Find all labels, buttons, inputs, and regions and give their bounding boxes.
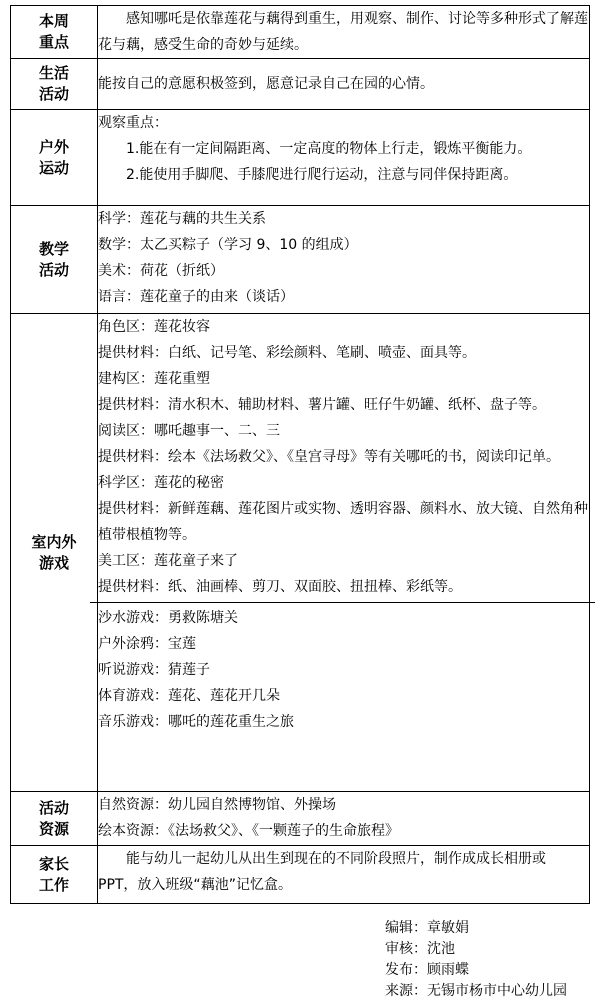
teaching-item: 数学：太乙买粽子（学习 9、10 的组成） bbox=[98, 237, 358, 253]
row-outdoor bbox=[11, 110, 590, 206]
indoor-game-item: 科学区：莲花的秘密 bbox=[98, 475, 224, 491]
outdoor-game-item: 体育游戏：莲花、莲花开几朵 bbox=[98, 688, 280, 704]
row-resources bbox=[11, 792, 590, 846]
teaching-item: 语言：莲花童子的由来（谈话） bbox=[98, 289, 294, 305]
outdoor-game-item: 音乐游戏：哪吒的莲花重生之旅 bbox=[98, 714, 294, 730]
indoor-game-item: 提供材料：纸、油画棒、剪刀、双面胶、扭扭棒、彩纸等。 bbox=[98, 579, 462, 595]
label-outdoor: 户外 运动 bbox=[11, 110, 98, 206]
indoor-game-item: 提供材料：白纸、记号笔、彩绘颜料、笔刷、喷壶、面具等。 bbox=[98, 345, 476, 361]
label-games: 室内外 游戏 bbox=[11, 314, 98, 792]
label-life: 生活 活动 bbox=[11, 59, 98, 110]
content-life bbox=[98, 59, 590, 110]
row-teaching bbox=[11, 206, 590, 314]
outdoor-game-item: 沙水游戏：勇救陈塘关 bbox=[98, 610, 238, 626]
content-games bbox=[98, 314, 590, 792]
outdoor-games-section bbox=[90, 602, 595, 735]
teaching-item: 科学：莲花与藕的共生关系 bbox=[98, 211, 266, 227]
row-parents bbox=[11, 846, 590, 904]
row-focus bbox=[11, 6, 590, 59]
teaching-item: 美术：荷花（折纸） bbox=[98, 263, 224, 279]
indoor-game-item: 提供材料：绘本《法场救父》、《皇宫寻母》等有关哪吒的书，阅读印记单。 bbox=[98, 449, 560, 465]
row-games bbox=[11, 314, 590, 792]
label-resources: 活动 资源 bbox=[11, 792, 98, 846]
credit-editor: 编辑：章敏娟 bbox=[385, 920, 469, 936]
outdoor-game-item: 户外涂鸦：宝莲 bbox=[98, 636, 196, 652]
parents-text: 能与幼儿一起幼儿从出生到现在的不同阶段照片，制作成成长相册或 PPT，放入班级“藕池”记忆盒。 bbox=[98, 851, 546, 893]
life-text: 能按自己的意愿积极签到，愿意记录自己在园的心情。 bbox=[98, 76, 434, 92]
outdoor-item: 1.能在有一定间隔距离、一定高度的物体上行走，锻炼平衡能力。 bbox=[126, 141, 532, 157]
indoor-game-item: 提供材料：新鲜莲藕、莲花图片或实物、透明容器、颜料水、放大镜、自然角种植带根植物等。 bbox=[98, 501, 588, 543]
credit-source: 来源：无锡市杨市中心幼儿园 bbox=[385, 983, 567, 999]
outdoor-item: 2.能使用手脚爬、手膝爬进行爬行运动，注意与同伴保持距离。 bbox=[126, 167, 518, 183]
indoor-game-item: 提供材料：清水积木、辅助材料、薯片罐、旺仔牛奶罐、纸杯、盘子等。 bbox=[98, 397, 546, 413]
focus-text: 感知哪吒是依靠莲花与藕得到重生，用观察、制作、讨论等多种形式了解莲花与藕，感受生命的奇妙与延续。 bbox=[98, 11, 588, 53]
credits-block bbox=[385, 918, 567, 1002]
label-focus: 本周 重点 bbox=[11, 6, 98, 59]
content-teaching bbox=[98, 206, 590, 314]
row-life bbox=[11, 59, 590, 110]
content-resources bbox=[98, 792, 590, 846]
content-focus bbox=[98, 6, 590, 59]
content-parents bbox=[98, 846, 590, 904]
resource-item: 自然资源：幼儿园自然博物馆、外操场 bbox=[98, 797, 336, 813]
weekly-plan-table bbox=[10, 5, 590, 904]
outdoor-game-item: 听说游戏：猜莲子 bbox=[98, 662, 210, 678]
indoor-game-item: 美工区：莲花童子来了 bbox=[98, 553, 238, 569]
credit-publisher: 发布：顾雨蝶 bbox=[385, 962, 469, 978]
indoor-game-item: 角色区：莲花妆容 bbox=[98, 319, 210, 335]
label-parents: 家长 工作 bbox=[11, 846, 98, 904]
credit-reviewer: 审核：沈池 bbox=[385, 941, 455, 957]
indoor-game-item: 阅读区：哪吒趣事一、二、三 bbox=[98, 423, 280, 439]
label-teaching: 教学 活动 bbox=[11, 206, 98, 314]
resource-item: 绘本资源：《法场救父》、《一颗莲子的生命旅程》 bbox=[98, 823, 399, 839]
outdoor-heading: 观察重点： bbox=[98, 115, 168, 131]
content-outdoor bbox=[98, 110, 590, 206]
indoor-game-item: 建构区：莲花重塑 bbox=[98, 371, 210, 387]
